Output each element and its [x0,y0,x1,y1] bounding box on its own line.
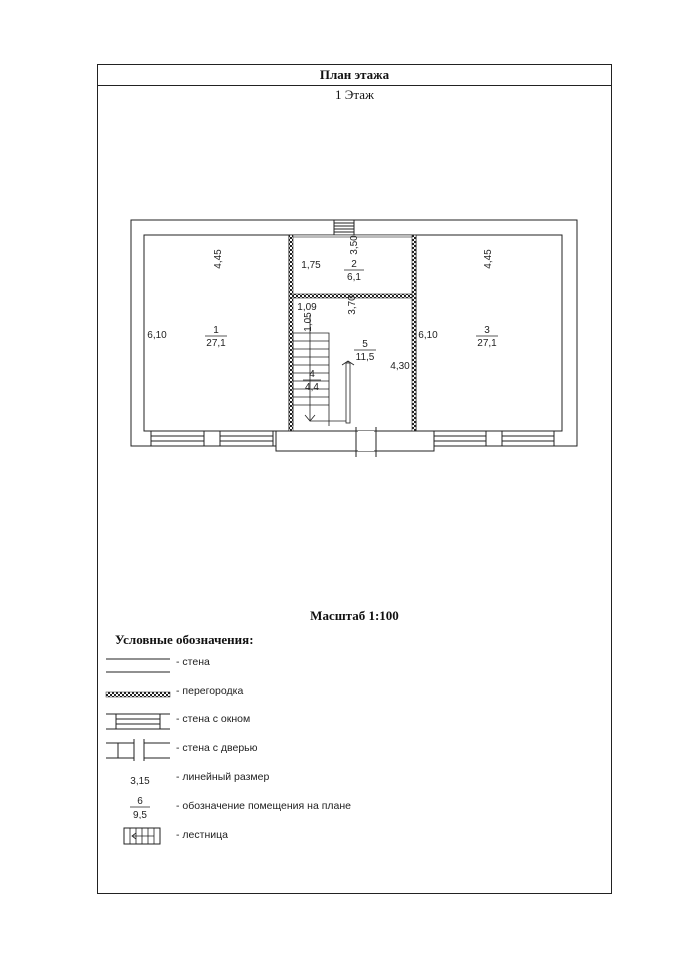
room-1 [205,325,227,349]
dimension-symbol [104,766,172,790]
porch-steps [334,220,354,235]
room-5-number: 5 [362,339,368,350]
room-3-number: 3 [484,325,490,336]
drawing-sheet [97,64,612,894]
room-3 [476,325,498,349]
room-5 [354,339,376,363]
legend-partition [98,680,611,704]
dim-room3-height: 6,10 [418,330,438,341]
dim-room3-width: 4,45 [483,249,494,269]
dim-room2-width: 3,50 [349,235,360,255]
legend-stairs [98,824,611,848]
room-2 [344,259,364,283]
room-1-area: 27,1 [206,338,226,349]
legend-door-wall [98,737,611,761]
room-1-number: 1 [213,325,219,336]
dim-room1-height: 6,10 [147,330,167,341]
floor-label: 1 Этаж [335,87,374,102]
legend-partition-label: - перегородка [176,685,244,697]
room-4-area: 4,4 [305,382,319,393]
legend-dimension-sample: 3,15 [130,776,150,787]
sheet-title: План этажа [98,65,611,86]
dim-room2-height: 1,75 [301,260,321,271]
legend-dimension [98,766,611,790]
window-wall-symbol [104,708,172,732]
dim-room1-width: 4,45 [213,249,224,269]
room-2-area: 6,1 [347,272,361,283]
legend-window-wall-label: - стена с окном [176,713,251,725]
room-mark-symbol [104,795,172,819]
legend-dimension-label: - линейный размер [176,771,270,783]
door-wall-symbol [104,737,172,761]
wall-symbol [104,651,172,675]
legend-stairs-label: - лестница [176,829,228,841]
scale-label: Масштаб 1:100 [310,608,399,623]
room-5-area: 11,5 [355,352,375,363]
legend-room-mark-label: - обозначение помещения на плане [176,800,351,812]
legend-room-sample-area: 9,5 [133,810,147,819]
partition-symbol [104,680,172,704]
legend-wall [98,651,611,675]
legend-title: Условные обозначения: [115,632,254,647]
dim-stair-depth: 1,05 [303,312,314,332]
room-4-number: 4 [309,369,315,380]
legend-door-wall-label: - стена с дверью [176,742,258,754]
legend-wall-label: - стена [176,656,210,668]
legend-room-sample-number: 6 [137,796,143,807]
legend-window-wall [98,708,611,732]
floor-plan [98,65,613,605]
dim-hall-width: 3,70 [347,295,358,315]
stairs-symbol [104,824,172,848]
room-2-number: 2 [351,259,357,270]
entrance-door [276,427,434,457]
legend-room-mark [98,795,611,819]
dim-stair-width: 1,09 [297,302,317,313]
room-3-area: 27,1 [477,338,497,349]
dim-hall-height: 4,30 [390,361,410,372]
